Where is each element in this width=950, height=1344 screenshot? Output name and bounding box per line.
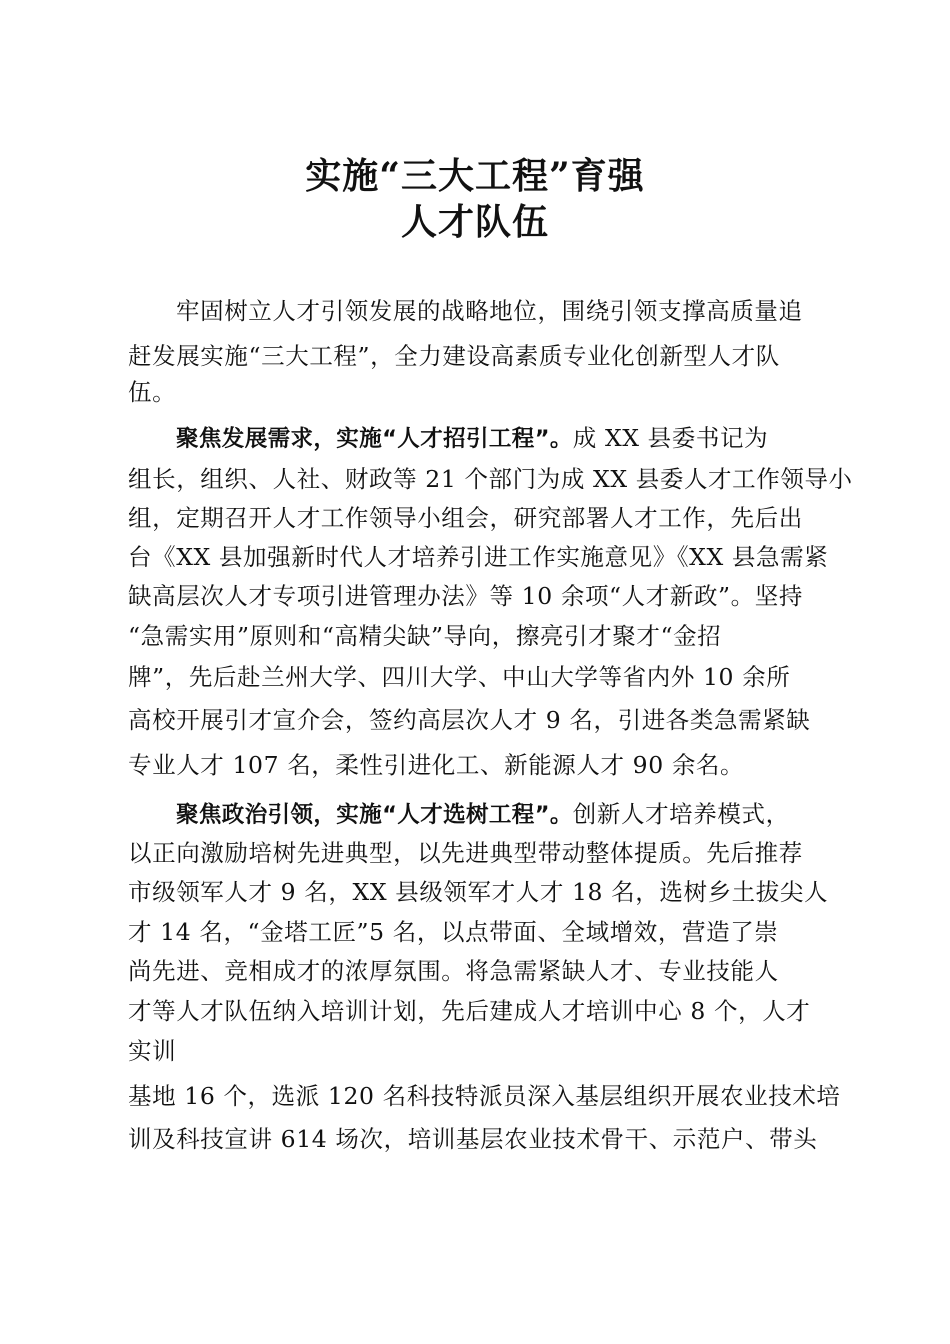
section1-first-line-rest: 成 XX 县委书记为 [572, 424, 769, 452]
section2-lead: 聚焦政治引领，实施“人才选树工程”。 [176, 802, 573, 828]
section2-line: 尚先进、竞相成才的浓厚氛围。将急需紧缺人才、专业技能人 [128, 957, 779, 985]
intro-line: 牢固树立人才引领发展的战略地位，围绕引领支撑高质量追 [176, 297, 803, 325]
section2-line: 基地 16 个，选派 120 名科技特派员深入基层组织开展农业技术培 [128, 1082, 841, 1110]
section1-line: 高校开展引才宣介会，签约高层次人才 9 名，引进各类急需紧缺 [128, 706, 811, 734]
section2-first-line [176, 799, 838, 830]
section2-line: 才 14 名，“金塔工匠”5 名，以点带面、全域增效，营造了崇 [128, 918, 779, 946]
section1-line: 牌”，先后赴兰州大学、四川大学、中山大学等省内外 10 余所 [128, 663, 791, 691]
section1-line: 组长，组织、人社、财政等 21 个部门为成 XX 县委人才工作领导小 [128, 465, 853, 493]
section1-line: 缺高层次人才专项引进管理办法》等 10 余项“人才新政”。坚持 [128, 582, 803, 610]
section2-line: 市级领军人才 9 名，XX 县级领军才人才 18 名，选树乡土拔尖人 [128, 878, 829, 906]
section1-line: 台《XX 县加强新时代人才培养引进工作实施意见》《XX 县急需紧 [128, 543, 829, 571]
intro-line: 赶发展实施“三大工程”，全力建设高素质专业化创新型人才队 [128, 342, 780, 370]
section1-first-line [176, 423, 838, 454]
section2-first-line-rest: 创新人才培养模式， [572, 800, 790, 828]
section2-line: 实训 [128, 1037, 177, 1065]
section2-line: 训及科技宣讲 614 场次，培训基层农业技术骨干、示范户、带头 [128, 1125, 818, 1153]
section1-line: 组，定期召开人才工作领导小组会，研究部署人才工作，先后出 [128, 504, 803, 532]
document-title-line-1: 实施“三大工程”育强 [305, 155, 645, 197]
section1-line: 专业人才 107 名，柔性引进化工、新能源人才 90 余名。 [128, 751, 745, 779]
section1-line: “急需实用”原则和“高精尖缺”导向，擦亮引才聚才“金招 [128, 622, 722, 650]
section2-line: 才等人才队伍纳入培训计划，先后建成人才培训中心 8 个，人才 [128, 997, 811, 1025]
intro-line: 伍。 [128, 378, 177, 406]
section1-lead: 聚焦发展需求，实施“人才招引工程”。 [176, 426, 573, 452]
document-title-line-2: 人才队伍 [400, 201, 549, 243]
section2-line: 以正向激励培树先进典型，以先进典型带动整体提质。先后推荐 [128, 839, 803, 867]
